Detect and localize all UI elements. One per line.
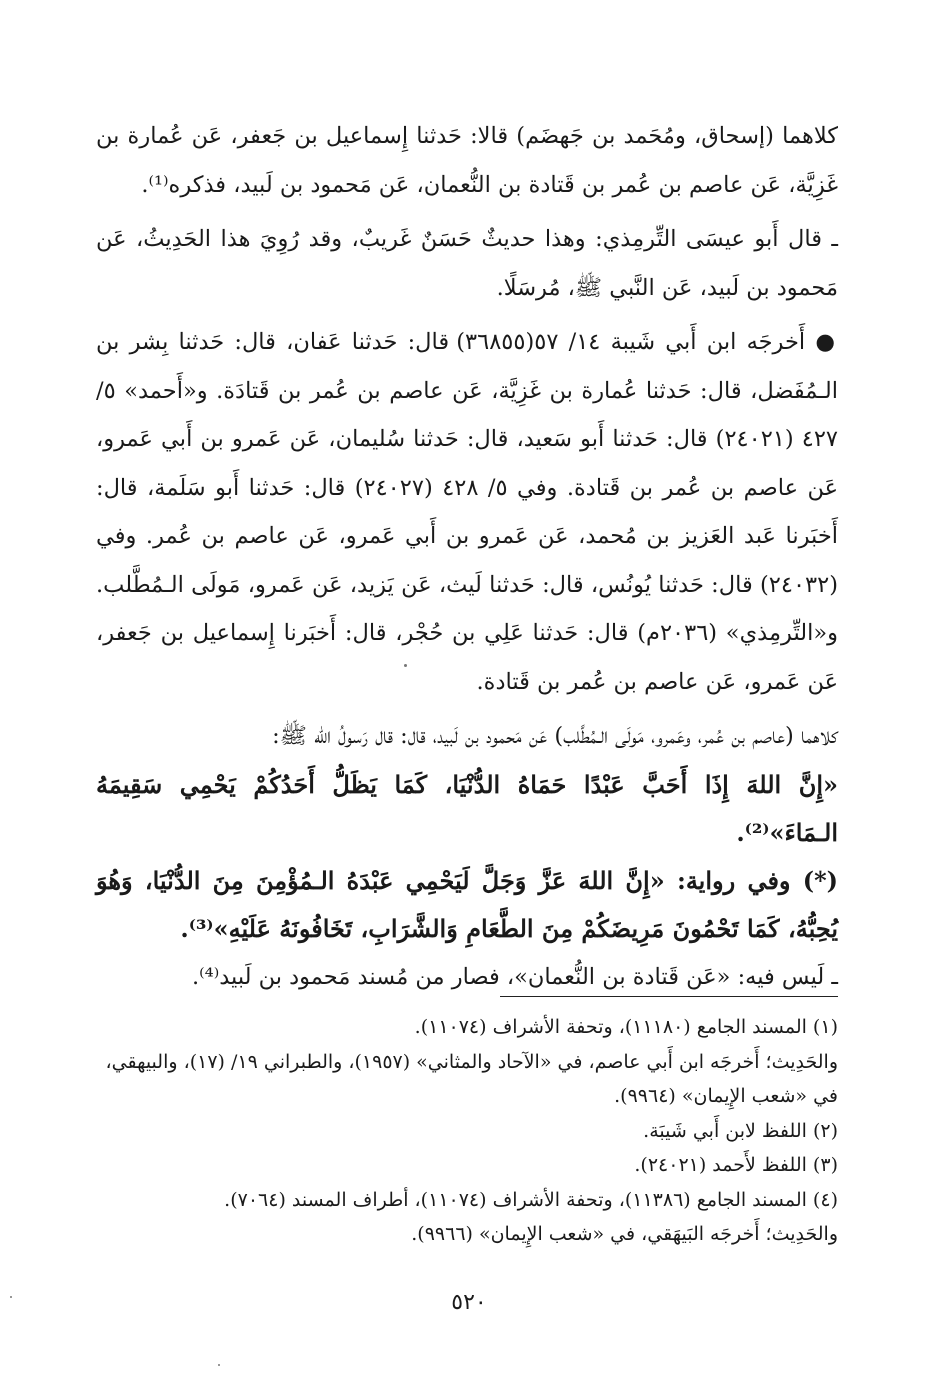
footnote-1-continuation: والحَدِيث؛ أَخرجَه ابن أَبي عاصم، في «الآحاد والمثاني» (١٩٥٧)، والطبراني ١٩/ (١٧)، والبيهقي، في «شعب الإِيمان» (٩٩٦٤). bbox=[105, 1050, 838, 1107]
footnote-1: (١) المسند الجامع (١١١٨٠)، وتحفة الأشراف (١١٠٧٤). bbox=[414, 1016, 838, 1038]
footnote-4: (٤) المسند الجامع (١١٣٨٦)، وتحفة الأشراف (١١٠٧٤)، أطراف المسند (٧٠٦٤). bbox=[224, 1188, 838, 1211]
paragraph-takhrij: ● أَخرجَه ابن أَبي شَيبة ١٤/ ٥٧(٣٦٨٥٥) قال: حَدثنا عَفان، قال: حَدثنا بِشر بن الـمُفَضل، قال: حَدثنا عُمارة بن غَزِيَّة، عَن عاصم بن عُمر بن قَتادَة. و«أَحمد» ٥/ ٤٢٧ (٢٤٠٢١) قال: حَدثنا أَبو سَعيد، قال: حَدثنا سُليمان، عَن عَمرو بن أَبي عَمرو، عَن عاصم بن عُمر بن قَتادة. وفي ٥/ ٤٢٨ (٢٤٠٢٧) قال: حَدثنا أَبو سَلَمة، قال: أَخبَرنا عَبد العَزيز بن مُحمد، عَن عَمرو بن أَبي عَمرو، عَن عاصم بن عُمر. وفي (٢٤٠٣٢) قال: حَدثنا يُونُس، قال: حَدثنا لَيث، عَن يَزيد، عَن عَمرو، مَولَى الـمُطَّلب. و«التِّرمِذي» (٢٠٣٦م) قال: حَدثنا عَلِي بن حُجْر، قال: أَخبَرنا إِسماعيل بن جَعفر، عَن عَمرو، عَن عاصم بن عُمر بن قَتادة. bbox=[96, 329, 839, 695]
footnotes bbox=[96, 1010, 838, 1252]
footnote-divider bbox=[500, 996, 838, 997]
scan-speck bbox=[10, 1296, 12, 1298]
main-text bbox=[96, 112, 838, 1001]
scan-speck bbox=[218, 1364, 220, 1366]
paragraph-chain-summary: كلاهما (عاصم بن عُمر، وعَمرو، مَولَى الـمُطَّلب) عَن مَحمود بن لَبيد، قال: قال رَسولُ الله ﷺ: bbox=[272, 723, 838, 749]
hadith-text: «إِنَّ اللهَ إِذَا أَحَبَّ عَبْدًا حَمَاهُ الدُّنْيَا، كَمَا يَظَلُّ أَحَدُكُمْ يَحْمِي سَقِيمَهُ الـمَاءَ»⁽²⁾. bbox=[96, 769, 839, 847]
paragraph-isnad-intro: كلاهما (إسحاق، ومُحَمد بن جَهضَم) قالا: حَدثنا إِسماعيل بن جَعفر، عَن عُمارة بن غَزِيَّة، عَن عاصم بن عُمر بن قَتادة بن النُّعمان، عَن مَحمود بن لَبيد، فذكره⁽¹⁾. bbox=[96, 123, 838, 198]
hadith-variant: (*) وفي رواية: «إِنَّ اللهَ عَزَّ وَجَلَّ لَيَحْمِي عَبْدَهُ الـمُؤْمِنَ مِنَ الدُّنْيَا، وَهُوَ يُحِبُّهُ، كَمَا تَحْمُونَ مَرِيضَكُمْ مِنَ الطَّعَامِ وَالشَّرَابِ، تَخَافُونَهُ عَلَيْهِ»⁽³⁾. bbox=[96, 865, 838, 943]
footnote-3: (٣) اللفظ لأَحمد (٢٤٠٢١). bbox=[634, 1154, 838, 1176]
footnote-4-continuation: والحَدِيث؛ أَخرجَه البَيهَقي، في «شعب الإِيمان» (٩٩٦٦). bbox=[411, 1223, 838, 1245]
paragraph-note: ـ لَيس فيه: «عَن قَتادة بن النُّعمان»، فصار من مُسند مَحمود بن لَبيد⁽⁴⁾. bbox=[191, 963, 838, 990]
footnote-2: (٢) اللفظ لابن أَبي شَيبَة. bbox=[643, 1119, 838, 1142]
scan-speck bbox=[404, 664, 407, 667]
page-number: ٥٢٠ bbox=[451, 1290, 487, 1315]
paragraph-tirmidhi-comment: ـ قال أَبو عيسَى التِّرمِذي: وهذا حديثٌ حَسَنٌ غَريبٌ، وقد رُوِيَ هذا الحَدِيثُ، عَن مَحمود بن لَبيد، عَن النَّبي ﷺ، مُرسَلًا. bbox=[96, 226, 838, 301]
